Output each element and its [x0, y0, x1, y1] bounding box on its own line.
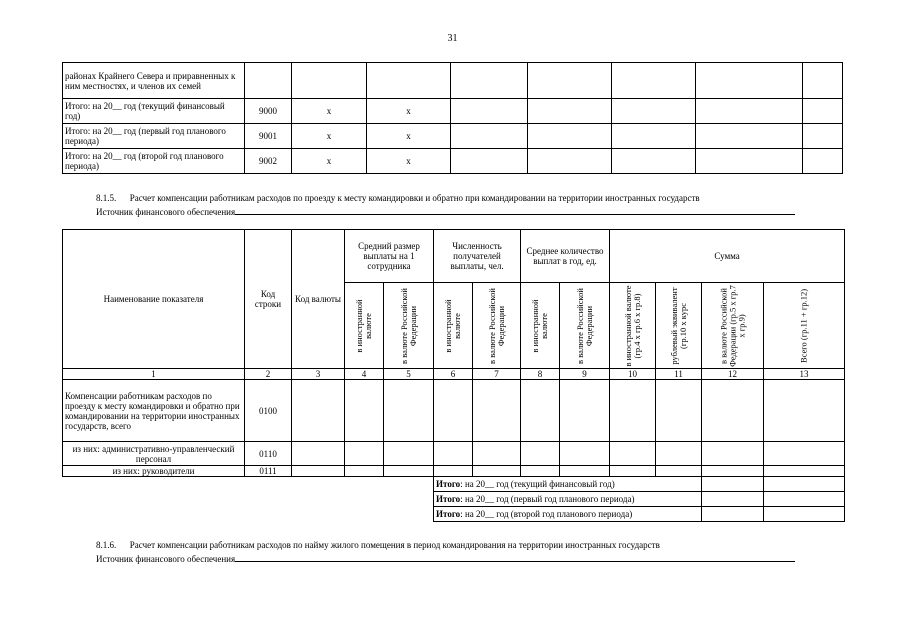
column-number: 8 [521, 369, 560, 380]
cell [764, 492, 845, 507]
cell [764, 466, 845, 477]
column-number: 4 [345, 369, 384, 380]
subheader-text: Всего (гр.11 + гр.12) [798, 288, 809, 363]
row-name: Итого: на 20__ год (первый год планового периода) [63, 124, 245, 149]
cell [696, 63, 803, 99]
column-number: 11 [656, 369, 702, 380]
row-name: Компенсации работникам расходов по проезду к месту командировки и обратно при командировании на территории иностранных государств, всего [63, 380, 245, 442]
header-recipients: Численность получателей выплаты, чел. [434, 230, 521, 283]
cell [696, 149, 803, 174]
subheader-foreign [434, 283, 473, 369]
cell [451, 149, 528, 174]
header-currency: Код валюты [292, 230, 345, 369]
table-row [63, 149, 843, 174]
section-816-source [96, 552, 856, 565]
cell [702, 442, 764, 466]
cell [610, 442, 656, 466]
cell [292, 466, 345, 477]
total-bold: Итого [436, 509, 461, 519]
subheader-text: в валюте Российской Федерации (гр.5 х гр.7 х гр.9) [718, 284, 747, 367]
cell [803, 149, 843, 174]
header-sum: Сумма [610, 230, 845, 283]
total-label [434, 507, 702, 522]
total-row [63, 492, 845, 507]
cell [292, 442, 345, 466]
source-label: Источник финансового обеспечения [96, 207, 236, 217]
cell [560, 380, 610, 442]
column-number: 10 [610, 369, 656, 380]
column-number: 5 [384, 369, 434, 380]
cell [434, 380, 473, 442]
column-number: 12 [702, 369, 764, 380]
section-number: 8.1.5. [96, 193, 117, 203]
cell [610, 466, 656, 477]
cell [764, 380, 845, 442]
page-number: 31 [447, 33, 458, 44]
cell [292, 63, 367, 99]
cell [345, 466, 384, 477]
row-code: 9001 [245, 124, 292, 149]
cell [521, 466, 560, 477]
header-code: Код строки [245, 230, 292, 369]
row-code: 9000 [245, 99, 292, 124]
cell [803, 124, 843, 149]
spacer [63, 492, 434, 507]
table-row [63, 124, 843, 149]
cell [384, 466, 434, 477]
section-number: 8.1.6. [96, 540, 117, 550]
cell [612, 149, 696, 174]
row-name: из них: руководители [63, 466, 245, 477]
spacer [63, 477, 434, 492]
total-row [63, 477, 845, 492]
subheader-text: в иностранной валюте (гр.4 х гр.6 х гр.8) [622, 284, 642, 367]
subheader-rub [560, 283, 610, 369]
total-rest: : на 20__ год (текущий финансовый год) [460, 479, 615, 489]
cell [521, 442, 560, 466]
subheader-text: в иностранной валюте [443, 298, 463, 353]
subheader-rub [384, 283, 434, 369]
column-number: 3 [292, 369, 345, 380]
section-816-heading [96, 540, 856, 551]
cell [451, 99, 528, 124]
source-label: Источник финансового обеспечения [96, 554, 236, 564]
header-name: Наименование показателя [63, 230, 245, 369]
cell [656, 380, 702, 442]
cell [528, 99, 612, 124]
subheader-text: рублевый эквивалент (гр.10 х курс [668, 286, 688, 365]
cell [345, 442, 384, 466]
section-815-heading [96, 193, 856, 204]
source-underline [235, 205, 795, 215]
cell [702, 466, 764, 477]
cell [367, 63, 451, 99]
subheader-sum-foreign [610, 283, 656, 369]
cell [528, 149, 612, 174]
cell [384, 380, 434, 442]
cell [612, 63, 696, 99]
row-name: районах Крайнего Севера и приравненных к ним местностях, и членов их семей [63, 63, 245, 99]
row-name: из них: административно-управленческий персонал [63, 442, 245, 466]
row-code [245, 63, 292, 99]
cell: x [292, 149, 367, 174]
total-bold: Итого [436, 479, 461, 489]
cell [803, 99, 843, 124]
cell [434, 442, 473, 466]
column-number: 6 [434, 369, 473, 380]
top-table [62, 62, 843, 174]
cell [702, 492, 764, 507]
subheader-sum-equiv [656, 283, 702, 369]
row-code: 0110 [245, 442, 292, 466]
column-number-row [63, 369, 845, 380]
cell [702, 477, 764, 492]
row-code: 9002 [245, 149, 292, 174]
section-title: Расчет компенсации работникам расходов по найму жилого помещения в период командирования на территории иностранных государств [129, 540, 660, 550]
cell [473, 442, 521, 466]
table-row [63, 380, 845, 442]
subheader-text: в иностранной валюте [354, 298, 373, 353]
total-rest: : на 20__ год (второй год планового периода) [460, 509, 633, 519]
header-row [63, 230, 845, 283]
column-number: 7 [473, 369, 521, 380]
cell [696, 124, 803, 149]
cell [345, 380, 384, 442]
subheader-foreign [521, 283, 560, 369]
source-underline [235, 552, 795, 562]
table-row [63, 466, 845, 477]
header-avg-count: Среднее количество выплат в год, ед. [521, 230, 610, 283]
total-label [434, 477, 702, 492]
subheader-text: в валюте Российской Федерации [574, 287, 594, 364]
section-815-source [96, 205, 856, 218]
cell [764, 442, 845, 466]
subheader-sum-total [764, 283, 845, 369]
cell [521, 380, 560, 442]
cell [451, 63, 528, 99]
total-rest: : на 20__ год (первый год планового периода) [460, 494, 635, 504]
subheader-sum-rub [702, 283, 764, 369]
cell: x [367, 124, 451, 149]
cell [292, 380, 345, 442]
cell [764, 477, 845, 492]
cell [528, 124, 612, 149]
total-bold: Итого [436, 494, 461, 504]
cell [612, 99, 696, 124]
row-name: Итого: на 20__ год (второй год планового периода) [63, 149, 245, 174]
cell [702, 507, 764, 522]
cell [764, 507, 845, 522]
cell: x [292, 124, 367, 149]
main-table [62, 229, 845, 522]
row-code: 0100 [245, 380, 292, 442]
cell [560, 466, 610, 477]
total-label [434, 492, 702, 507]
cell [451, 124, 528, 149]
subheader-text: в валюте Российской Федерации [486, 287, 506, 364]
cell [473, 380, 521, 442]
total-row [63, 507, 845, 522]
column-number: 1 [63, 369, 245, 380]
cell [528, 63, 612, 99]
subheader-text: в валюте Российской Федерации [398, 287, 418, 364]
row-name: Итого: на 20__ год (текущий финансовый год) [63, 99, 245, 124]
row-code: 0111 [245, 466, 292, 477]
table-row [63, 63, 843, 99]
cell [803, 63, 843, 99]
cell [656, 466, 702, 477]
subheader-foreign [345, 283, 384, 369]
cell: x [367, 99, 451, 124]
table-row [63, 99, 843, 124]
section-title: Расчет компенсации работникам расходов по проезду к месту командировки и обратно при командировании на территории иностранных государств [129, 193, 700, 203]
column-number: 2 [245, 369, 292, 380]
subheader-rub [473, 283, 521, 369]
cell [612, 124, 696, 149]
cell [610, 380, 656, 442]
cell: x [292, 99, 367, 124]
cell [656, 442, 702, 466]
cell: x [367, 149, 451, 174]
cell [384, 442, 434, 466]
column-number: 9 [560, 369, 610, 380]
table-row [63, 442, 845, 466]
cell [696, 99, 803, 124]
cell [434, 466, 473, 477]
header-avg-payment: Средний размер выплаты на 1 сотрудника [345, 230, 434, 283]
cell [473, 466, 521, 477]
cell [702, 380, 764, 442]
spacer [63, 507, 434, 522]
cell [560, 442, 610, 466]
column-number: 13 [764, 369, 845, 380]
subheader-text: в иностранной валюте [530, 298, 550, 353]
